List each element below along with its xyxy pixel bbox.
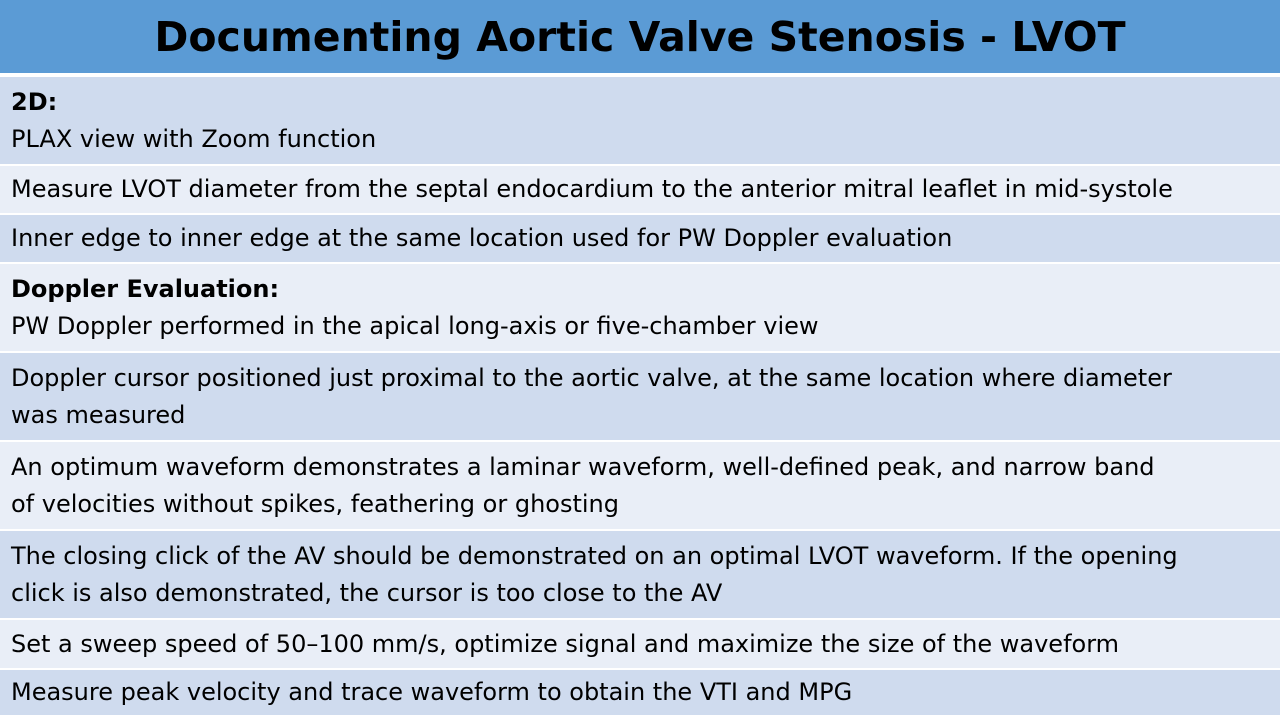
row-text: Measure peak velocity and trace waveform to obtain the VTI and MPG [11, 678, 853, 706]
row-text-line2: click is also demonstrated, the cursor is too close to the AV [11, 578, 723, 607]
table-row [0, 442, 1280, 531]
content-table [0, 77, 1280, 720]
slide-title: Documenting Aortic Valve Stenosis - LVOT [154, 12, 1126, 61]
row-text-line1: An optimum waveform demonstrates a laminar waveform, well-defined peak, and narrow band [11, 452, 1155, 481]
row-heading: Doppler Evaluation: [11, 274, 280, 303]
row-text: Inner edge to inner edge at the same location used for PW Doppler evaluation [11, 224, 953, 252]
table-row [0, 215, 1280, 264]
table-row [0, 531, 1280, 620]
row-text: Set a sweep speed of 50–100 mm/s, optimize signal and maximize the size of the waveform [11, 629, 1120, 658]
row-text-line2: was measured [11, 400, 186, 429]
table-row [0, 353, 1280, 442]
row-heading: 2D: [11, 87, 58, 116]
row-text: PW Doppler performed in the apical long-axis or five-chamber view [11, 311, 819, 340]
table-row [0, 620, 1280, 670]
table-row [0, 166, 1280, 215]
row-text-line1: Doppler cursor positioned just proximal to the aortic valve, at the same location where diameter [11, 363, 1172, 392]
table-row-2d [0, 77, 1280, 166]
title-bar [0, 0, 1280, 75]
table-row [0, 670, 1280, 717]
row-text-line2: of velocities without spikes, feathering or ghosting [11, 489, 620, 518]
row-text: PLAX view with Zoom function [11, 124, 377, 153]
row-text-line1: The closing click of the AV should be demonstrated on an optimal LVOT waveform. If the opening [11, 541, 1178, 570]
table-row-doppler [0, 264, 1280, 353]
row-text: Measure LVOT diameter from the septal endocardium to the anterior mitral leaflet in mid-systole [11, 175, 1173, 203]
